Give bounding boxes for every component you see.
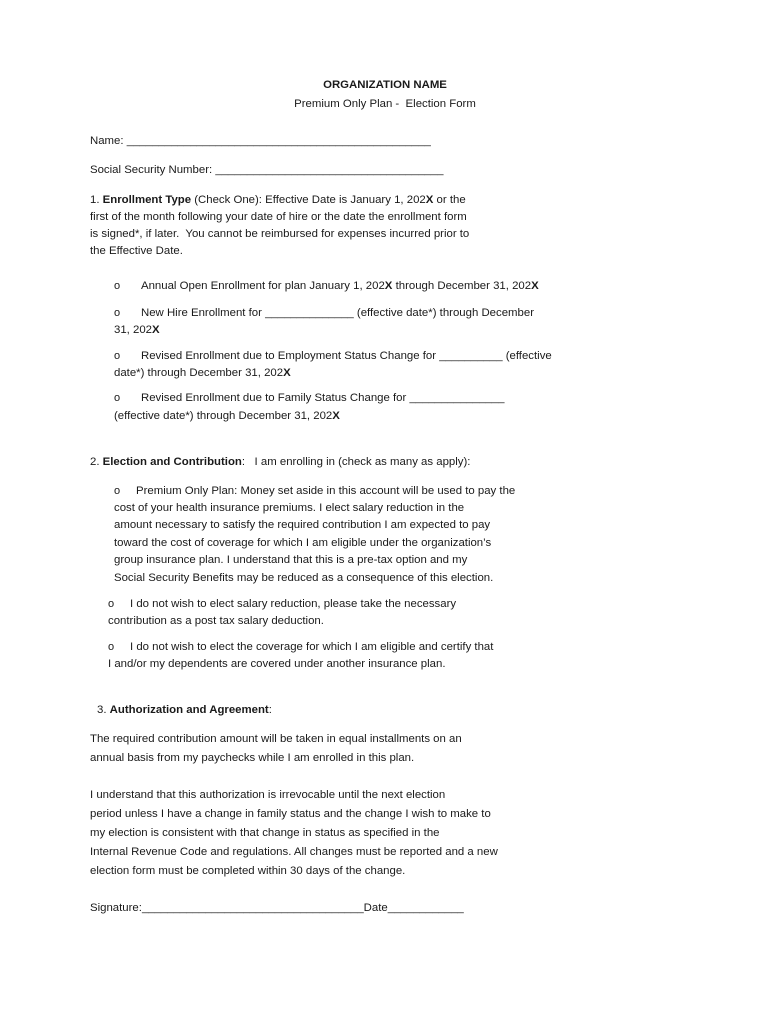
section1-intro-b: or the	[433, 194, 466, 206]
year-x: X	[332, 410, 340, 422]
form-title: Premium Only Plan - Election Form	[294, 98, 476, 110]
pop-line: Premium Only Plan: Money set aside in this account will be used to pay the	[136, 485, 516, 497]
option-employment-change-b: date*) through December 31, 202	[114, 367, 284, 379]
year-x: X	[152, 324, 160, 336]
section1-heading: Enrollment Type	[102, 194, 192, 206]
section1-intro-line2: first of the month following your date of hire or the date the enrollment form	[90, 211, 467, 223]
section1-intro-line3: is signed*, if later. You cannot be reimbursed for expenses incurred prior to	[90, 228, 470, 240]
radio-premium-only[interactable]: o	[114, 485, 121, 497]
section1-number: 1.	[90, 194, 100, 206]
section3-number: 3.	[97, 704, 107, 716]
pop-line: cost of your health insurance premiums. I elect salary reduction in the	[114, 502, 465, 514]
radio-new-hire[interactable]: o	[114, 307, 121, 319]
no-reduction-line: contribution as a post tax salary deduction.	[108, 615, 324, 627]
year-x: X	[531, 280, 539, 292]
pop-line: amount necessary to satisfy the required contribution I am expected to pay	[114, 519, 491, 531]
authorization-para2-line: period unless I have a change in family status and the change I wish to make to	[90, 808, 491, 820]
radio-employment-change[interactable]: o	[114, 350, 121, 362]
name-label: Name:	[90, 135, 124, 147]
year-x: X	[384, 280, 393, 292]
pop-line: Social Security Benefits may be reduced as a consequence of this election.	[114, 572, 494, 584]
section1-intro-line1	[90, 193, 466, 207]
no-coverage-line: I and/or my dependents are covered under another insurance plan.	[108, 658, 446, 670]
option-annual-open-a: Annual Open Enrollment for plan January 1, 202	[141, 280, 385, 292]
pop-line: group insurance plan. I understand that this is a pre-tax option and my	[114, 554, 468, 566]
year-x: X	[283, 367, 291, 379]
radio-family-change[interactable]: o	[114, 392, 121, 404]
pop-line: toward the cost of coverage for which I am eligible under the organization’s	[114, 537, 492, 549]
option-new-hire-b: 31, 202	[114, 324, 153, 336]
name-field-row	[90, 134, 431, 148]
section3-colon: :	[268, 704, 272, 716]
radio-no-coverage[interactable]: o	[108, 641, 115, 653]
option-family-change-b: (effective date*) through December 31, 202	[114, 410, 333, 422]
section2-heading: Election and Contribution	[102, 456, 242, 468]
section3-heading-row	[97, 703, 272, 717]
option-new-hire-line2	[114, 323, 160, 337]
authorization-para1-line: annual basis from my paychecks while I am enrolled in this plan.	[90, 752, 415, 764]
date-label: Date	[363, 902, 388, 914]
section1-intro-line4: the Effective Date.	[90, 245, 183, 257]
option-employment-change-line1: Revised Enrollment due to Employment Status Change for __________ (effective	[141, 350, 552, 362]
authorization-para2-line: my election is consistent with that change in status as specified in the	[90, 827, 440, 839]
signature-blank[interactable]: ___________________________________	[141, 902, 364, 914]
ssn-label: Social Security Number:	[90, 164, 213, 176]
option-employment-change-line2	[114, 366, 291, 380]
option-family-change-line2	[114, 409, 340, 423]
date-blank[interactable]: ____________	[387, 902, 464, 914]
section2-intro	[90, 455, 470, 469]
section2-number: 2.	[90, 456, 100, 468]
section3-heading: Authorization and Agreement	[109, 704, 269, 716]
section2-intro-text: : I am enrolling in (check as many as apply):	[241, 456, 471, 468]
section1-intro-a: (Check One): Effective Date is January 1, 202	[191, 194, 426, 206]
authorization-para1-line: The required contribution amount will be taken in equal installments on an	[90, 733, 462, 745]
radio-no-salary-reduction[interactable]: o	[108, 598, 115, 610]
name-blank[interactable]: ________________________________________________	[126, 135, 431, 147]
radio-annual-open[interactable]: o	[114, 280, 121, 292]
ssn-blank[interactable]: ____________________________________	[215, 164, 444, 176]
authorization-para2-line: election form must be completed within 30 days of the change.	[90, 865, 406, 877]
signature-row	[90, 901, 464, 915]
option-family-change-line1: Revised Enrollment due to Family Status Change for _______________	[141, 392, 505, 404]
no-reduction-line: I do not wish to elect salary reduction, please take the necessary	[130, 598, 457, 610]
ssn-field-row	[90, 163, 443, 177]
authorization-para2-line: Internal Revenue Code and regulations. All changes must be reported and a new	[90, 846, 498, 858]
year-x: X	[425, 194, 434, 206]
authorization-para2-line: I understand that this authorization is irrevocable until the next election	[90, 789, 446, 801]
organization-name: ORGANIZATION NAME	[323, 79, 447, 91]
option-new-hire-line1: New Hire Enrollment for ______________ (effective date*) through December	[141, 307, 534, 319]
option-annual-open	[141, 279, 539, 293]
no-coverage-line: I do not wish to elect the coverage for which I am eligible and certify that	[130, 641, 494, 653]
signature-label: Signature:	[90, 902, 142, 914]
option-annual-open-b: through December 31, 202	[392, 280, 532, 292]
